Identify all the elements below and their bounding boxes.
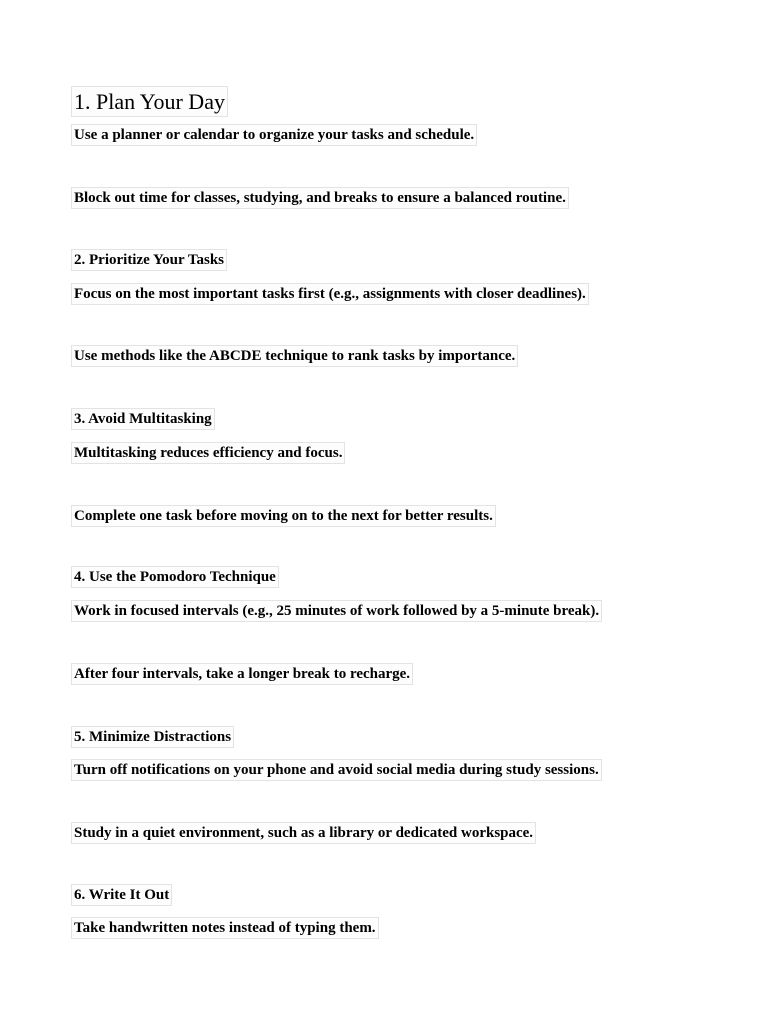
- section-heading: 3. Avoid Multitasking: [71, 408, 215, 430]
- section-text: Study in a quiet environment, such as a library or dedicated workspace.: [71, 822, 536, 844]
- section-heading: 2. Prioritize Your Tasks: [71, 249, 227, 271]
- section-heading: 6. Write It Out: [71, 884, 172, 906]
- section-text: Multitasking reduces efficiency and focus.: [71, 442, 345, 464]
- section-heading: 1. Plan Your Day: [71, 86, 228, 117]
- section-text: Complete one task before moving on to the next for better results.: [71, 505, 496, 527]
- section-text: Use methods like the ABCDE technique to rank tasks by importance.: [71, 345, 518, 367]
- section-text: Use a planner or calendar to organize your tasks and schedule.: [71, 124, 477, 146]
- section-text: After four intervals, take a longer break to recharge.: [71, 663, 413, 685]
- section-heading: 5. Minimize Distractions: [71, 726, 234, 748]
- section-text: Focus on the most important tasks first (e.g., assignments with closer deadlines).: [71, 283, 589, 305]
- section-text: Take handwritten notes instead of typing them.: [71, 917, 379, 939]
- section-heading: 4. Use the Pomodoro Technique: [71, 566, 279, 588]
- section-text: Work in focused intervals (e.g., 25 minutes of work followed by a 5-minute break).: [71, 600, 602, 622]
- section-text: Block out time for classes, studying, and breaks to ensure a balanced routine.: [71, 187, 569, 209]
- section-text: Turn off notifications on your phone and avoid social media during study sessions.: [71, 759, 602, 781]
